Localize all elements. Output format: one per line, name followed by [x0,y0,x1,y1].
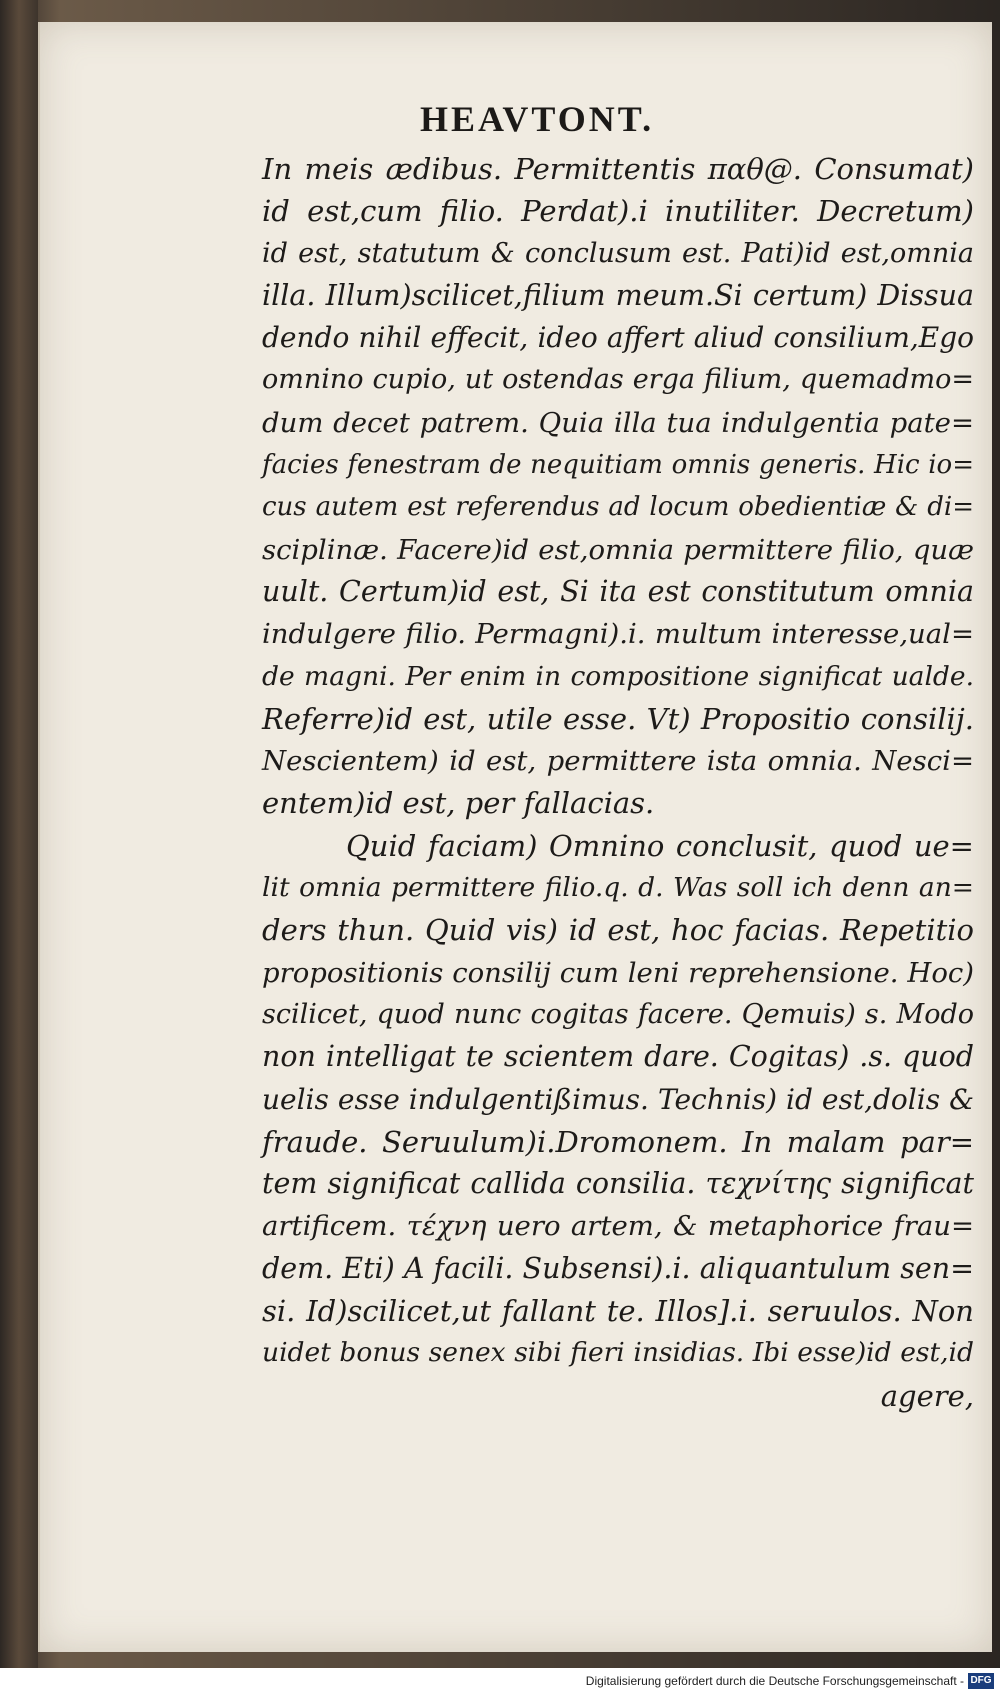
text-line: tem significat callida consilia. τεχνίτης significat [262,1167,974,1201]
dfg-logo: DFG [968,1673,994,1689]
text-line: lit omnia permittere filio.q. d. Was soll ich denn an= [262,872,974,904]
text-line: indulgere filio. Permagni).i. multum interesse,ual= [262,618,974,651]
text-line: facies fenestram de nequitiam omnis generis. Hic io= [262,450,974,481]
text-line: cus autem est referendus ad locum obedientiæ & di= [262,492,974,523]
paragraph-start-line: Quid faciam) Omnino conclusit, quod ue= [346,828,974,863]
text-line: dem. Eti) A facili. Subsensi).i. aliquantulum sen= [262,1251,974,1285]
text-line: uult. Certum)id est, Si ita est constitutum omnia [262,574,974,608]
text-line: scilicet, quod nunc cogitas facere. Qemuis) s. Modo [262,998,974,1030]
text-line: Nescientem) id est, permittere ista omnia. Nesci= [262,745,974,778]
text-line: id est, statutum & conclusum est. Pati)id est,omnia [262,237,974,269]
text-line: Referre)id est, utile esse. Vt) Propositio consilij. [262,701,974,736]
text-line: de magni. Per enim in compositione significat ualde. [262,660,974,692]
page-body-text [262,148,974,1417]
text-line: uidet bonus senex sibi fieri insidias. Ibi esse)id est,id [262,1337,974,1369]
text-line: uelis esse indulgentißimus. Technis) id est,dolis & [262,1082,974,1116]
text-line: entem)id est, per fallacias. [262,786,655,821]
text-line: artificem. τέχνη uero artem, & metaphorice frau= [262,1210,974,1243]
text-line: In meis ædibus. Permittentis παθ@. Consumat) [262,152,974,186]
catchword: agere, [880,1378,974,1413]
text-line: id est,cum filio. Perdat).i inutiliter. Decretum) [262,194,974,229]
digitization-footer [0,1668,1000,1697]
text-line: dum decet patrem. Quia illa tua indulgentia pate= [262,406,974,439]
text-line: illa. Illum)scilicet,filium meum.Si certum) Dissua [262,278,974,312]
text-line: dendo nihil effecit, ideo affert aliud consilium,Ego [262,321,974,355]
text-line: non intelligat te scientem dare. Cogitas) .s. quod [262,1040,974,1074]
text-line: propositionis consilij cum leni reprehensione. Hoc) [262,956,974,989]
text-line: sciplinæ. Facere)id est,omnia permittere filio, quæ [262,533,974,566]
text-line: fraude. Seruulum)i.Dromonem. In malam par= [262,1124,974,1159]
text-line: ders thun. Quid vis) id est, hoc facias. Repetitio [262,913,974,948]
text-line: si. Id)scilicet,ut fallant te. Illos].i. seruulos. Non [262,1294,974,1329]
book-spine-edge [0,0,38,1668]
running-header: HEAVTONT. [420,99,655,139]
text-line: omnino cupio, ut ostendas erga filium, quemadmo= [262,364,974,396]
funding-credit: Digitalisierung gefördert durch die Deutsche Forschungsgemeinschaft - [585,1674,964,1688]
